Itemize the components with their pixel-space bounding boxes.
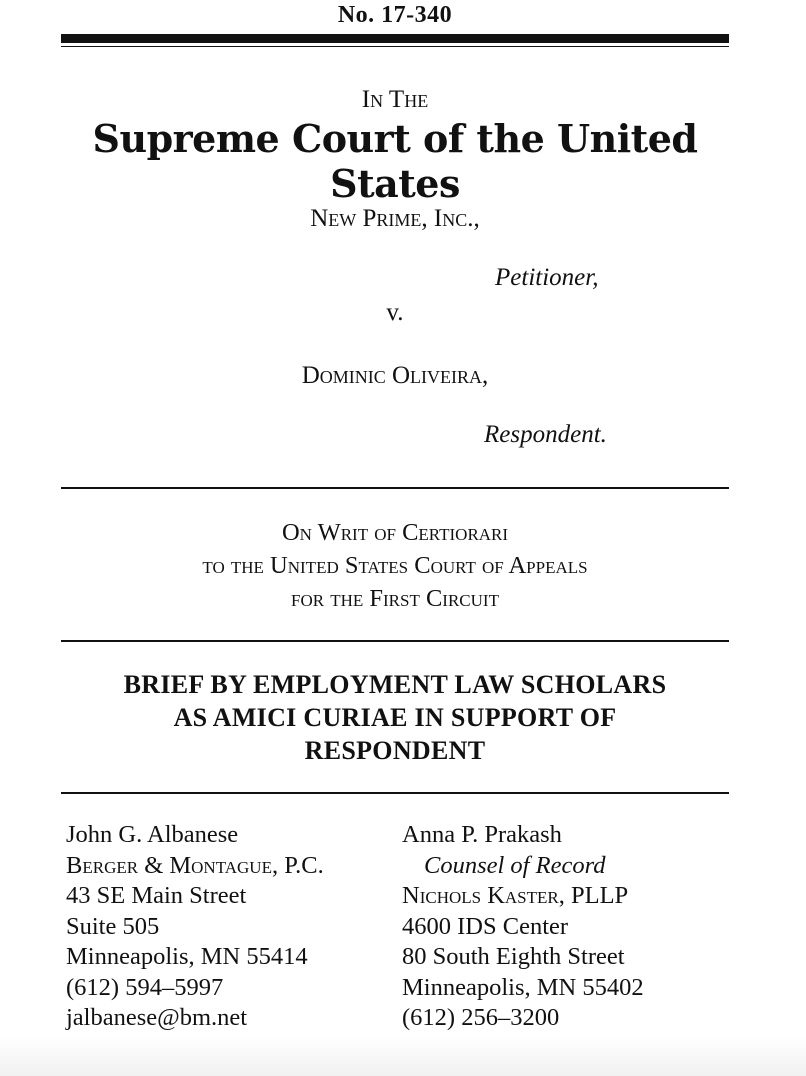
divider-rule [61, 640, 729, 642]
header-thin-rule [61, 46, 729, 47]
header-thick-rule [61, 34, 729, 43]
divider-rule [61, 792, 729, 794]
counsel-street: 43 SE Main Street [66, 882, 247, 909]
counsel-email: jalbanese@bm.net [66, 1004, 248, 1031]
docket-number: No. 17-340 [337, 2, 453, 28]
writ-line-1: On Writ of Certiorari [281, 519, 509, 546]
counsel-suite: Suite 505 [66, 912, 160, 940]
counsel-city: Minneapolis, MN 55414 [66, 943, 308, 970]
counsel-name: Anna P. Prakash [402, 821, 562, 848]
divider-rule [61, 487, 729, 489]
counsel-city: Minneapolis, MN 55402 [402, 973, 644, 1001]
counsel-street: 80 South Eighth Street [402, 943, 625, 970]
counsel-phone: (612) 256–3200 [402, 1004, 560, 1031]
counsel-phone: (612) 594–5997 [66, 973, 224, 1001]
brief-title-line-1: BRIEF BY EMPLOYMENT LAW SCHOLARS [123, 670, 667, 699]
counsel-designation: Counsel of Record [424, 851, 606, 879]
counsel-right-block [402, 820, 644, 1064]
petitioner-role: Petitioner, [495, 264, 599, 291]
versus-label: v. [386, 299, 404, 326]
brief-title-line-2: AS AMICI CURIAE IN SUPPORT OF [173, 703, 617, 732]
brief-title [60, 668, 730, 767]
in-the-label: In The [361, 86, 429, 113]
page-bottom-shade [0, 1036, 806, 1076]
writ-line-3: for the First Circuit [291, 585, 499, 612]
counsel-left-block [66, 820, 324, 1034]
counsel-name: John G. Albanese [66, 821, 239, 848]
counsel-firm: Berger & Montague, P.C. [66, 851, 324, 879]
respondent-name: Dominic Oliveira, [301, 362, 489, 389]
writ-line-2: to the United States Court of Appeals [202, 552, 588, 579]
court-name: Supreme Court of the United States [92, 116, 698, 206]
counsel-firm: Nichols Kaster, PLLP [402, 882, 629, 909]
counsel-building: 4600 IDS Center [402, 912, 569, 940]
brief-title-line-3: RESPONDENT [304, 736, 486, 765]
petitioner-name: New Prime, Inc., [310, 205, 480, 232]
respondent-role: Respondent. [484, 421, 607, 448]
